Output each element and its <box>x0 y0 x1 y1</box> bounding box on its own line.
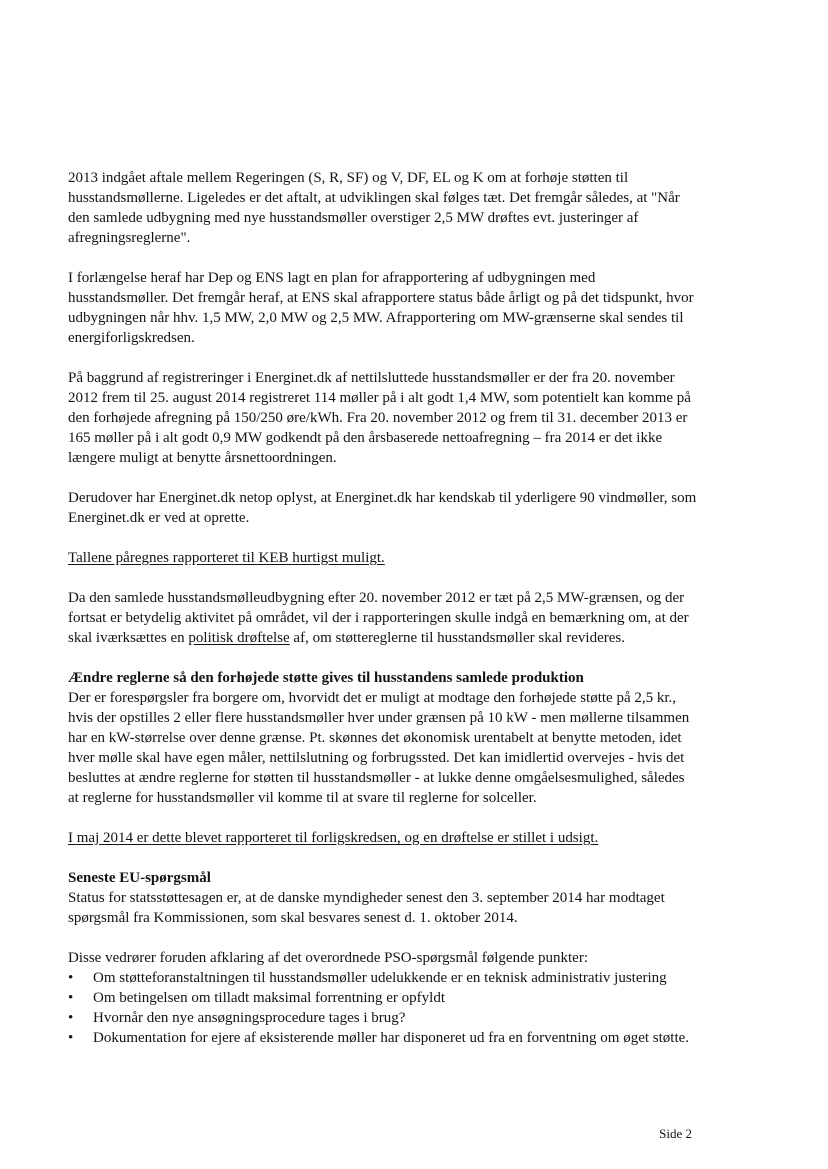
heading-eu-questions: Seneste EU-spørgsmål <box>68 870 211 886</box>
section-change-rules <box>68 668 698 808</box>
bullet-list <box>68 968 698 1048</box>
paragraph-additional-turbines: Derudover har Energinet.dk netop oplyst, at Energinet.dk har kendskab til yderligere 90 vindmøller, som Energinet.dk er ved at oprette. <box>68 490 697 526</box>
list-item: • Om betingelsen om tilladt maksimal forrentning er opfyldt <box>68 988 698 1008</box>
paragraph-state-aid-status: Status for statsstøttesagen er, at de danske myndigheder senest den 3. september 2014 har modtaget spørgsmål fra Kommissionen, som skal besvares senest d. 1. oktober 2014. <box>68 890 665 926</box>
paragraph-reporting-plan: I forlængelse heraf har Dep og ENS lagt en plan for afrapportering af udbygningen med husstandsmøller. Det fremgår heraf, at ENS skal afrapportere status både årligt og på det tidspunkt, hvor udbygningen når hhv. 1,5 MW, 2,0 MW og 2,5 MW. Afrapportering om MW-grænserne skal sendes til energiforligskredsen. <box>68 270 694 346</box>
list-item: • Om støtteforanstaltningen til husstandsmøller udelukkende er en teknisk administrativ justering <box>68 968 698 988</box>
paragraph-agreement: 2013 indgået aftale mellem Regeringen (S, R, SF) og V, DF, EL og K om at forhøje støtten til husstandsmøllerne. Ligeledes er det aftalt, at udviklingen skal følges tæt. Det fremgår således, at "Når den samlede udbygning med nye husstandsmøller overstiger 2,5 MW drøftes evt. justeringer af afregningsreglerne". <box>68 170 680 246</box>
paragraph-political-discussion <box>68 588 698 648</box>
list-item: • Dokumentation for ejere af eksisterende møller har disponeret ud fra en forventning om øget støtte. <box>68 1028 698 1048</box>
paragraph-points-intro: Disse vedrører foruden afklaring af det overordnede PSO-spørgsmål følgende punkter: <box>68 950 588 966</box>
page-number: Side 2 <box>659 1126 692 1141</box>
list-item: • Hvornår den nye ansøgningsprocedure tages i brug? <box>68 1008 698 1028</box>
paragraph-may-report-note: I maj 2014 er dette blevet rapporteret til forligskredsen, og en drøftelse er stillet i udsigt. <box>68 830 599 846</box>
paragraph-political-discussion-part1: Da den samlede husstandsmølleudbygning efter 20. november 2012 er tæt på 2,5 MW-grænsen, og der fortsat er betydelig aktivitet på området, vil der i rapporteringen skulle indgå en bemærkning om, at der skal iværksættes en <box>68 590 689 646</box>
heading-change-rules: Ændre reglerne så den forhøjede støtte gives til husstandens samlede produktion <box>68 670 584 686</box>
document-body <box>68 168 698 1048</box>
paragraph-registrations: På baggrund af registreringer i Energinet.dk af nettilsluttede husstandsmøller er der fra 20. november 2012 frem til 25. august 2014 registreret 114 møller på i alt godt 1,4 MW, som potentielt kan komme på den forhøjede afregning på 150/250 øre/kWh. Fra 20. november 2012 og frem til 31. december 2013 er 165 møller på i alt godt 0,9 MW godkendt på den årsbaserede nettoafregning – fra 2014 er det ikke længere muligt at benytte årsnettoordningen. <box>68 370 691 466</box>
paragraph-political-discussion-part2: af, om støttereglerne til husstandsmøller skal revideres. <box>289 630 625 646</box>
paragraph-keb-report-note: Tallene påregnes rapporteret til KEB hurtigst muligt. <box>68 550 385 566</box>
paragraph-citizen-inquiries: Der er forespørgsler fra borgere om, hvorvidt det er muligt at modtage den forhøjede støtte på 2,5 kr., hvis der opstilles 2 eller flere husstandsmøller hver under grænsen på 10 kW - men møllerne tilsammen har en kW-størrelse over denne grænse. Pt. skønnes det økonomisk urentabelt at benytte metoden, idet hver mølle skal have egen måler, nettilslutning og forbrugssted. Det kan imidlertid overvejes - hvis det besluttes at ændre reglerne for støtten til husstandsmøller - at lukke denne omgåelsesmulighed, således at reglerne for husstandsmøller vil komme til at svare til reglerne for solceller. <box>68 690 690 806</box>
section-eu-questions <box>68 868 698 928</box>
political-discussion-link[interactable]: politisk drøftelse <box>188 630 290 646</box>
